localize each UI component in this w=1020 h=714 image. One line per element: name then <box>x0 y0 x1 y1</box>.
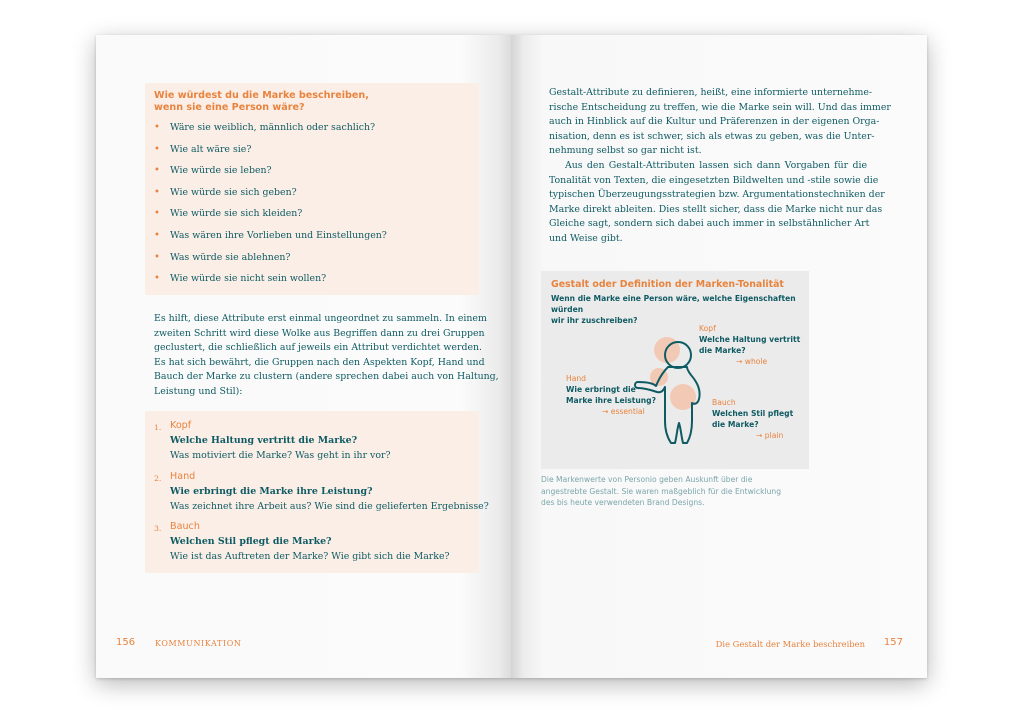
text-line: zweiten Schritt wird diese Wolke aus Begriffen dann zu drei Gruppen <box>154 327 485 339</box>
figure-subtitle-line: Wenn die Marke eine Person wäre, welche Eigenschaften würden <box>551 294 796 314</box>
text-line: typischen Überzeugungsstrategien bzw. Argumentationstechniken der <box>549 189 885 201</box>
caption-line: angestrebte Gestalt. Sie waren maßgeblich für die Entwicklung <box>541 486 782 496</box>
list-item: • Wie würde sie leben? <box>154 165 387 187</box>
clusters-box <box>145 411 489 573</box>
right-page <box>511 35 927 678</box>
bauch-question: Welchen Stil pflegt <box>712 409 794 418</box>
text-line: Leistung und Stil): <box>154 385 243 397</box>
text-line: Bauch der Marke zu clustern (andere sprechen dabei auch von Haltung, <box>154 371 499 383</box>
text-line: Tonalität von Texten, die eingesetzten Bildwelten und -stile sowie die <box>549 174 879 186</box>
text-line: nisation, denn es ist schwer, sich als etwas zu geben, was die Unter- <box>549 130 875 142</box>
kopf-label: Kopf <box>699 324 716 333</box>
body-paragraph <box>154 312 499 400</box>
text-line: nehmung selbst so gar nicht ist. <box>549 145 702 157</box>
text-line: Es hat sich bewährt, die Gruppen nach den Aspekten Kopf, Hand und <box>154 356 485 368</box>
body-paragraph <box>549 86 891 247</box>
item-detail: Was motiviert die Marke? Was geht in ihr vor? <box>170 450 391 461</box>
caption-line: des bis heute verwendeten Brand Designs. <box>541 498 705 508</box>
text-line: rische Entscheidung zu treffen, wie die Marke sein will. Und das immer <box>549 101 891 113</box>
item-question: Welche Haltung vertritt die Marke? <box>170 435 358 446</box>
page-number: 156 <box>116 637 136 648</box>
kopf-question: die Marke? <box>699 346 746 355</box>
caption-line: Die Markenwerte von Personio geben Auskunft über die <box>541 475 753 484</box>
item-heading: Bauch <box>170 521 200 532</box>
book-spread <box>96 35 927 678</box>
figure-subtitle-line: wir ihr zuschreiben? <box>551 316 638 325</box>
kopf-question: Welche Haltung vertritt <box>699 335 801 344</box>
question-box-title-line: Wie würdest du die Marke beschreiben, <box>154 90 369 101</box>
text-line: auch in Hinblick auf die Kultur und Präferenzen in der eigenen Orga- <box>549 116 880 128</box>
kopf-label-group <box>699 323 800 367</box>
figure-caption <box>541 474 791 509</box>
list-item: • Wie alt wäre sie? <box>154 144 387 166</box>
item-question: Wie erbringt die Marke ihre Leistung? <box>170 486 373 497</box>
text-line: geclustert, die schließlich auf jeweils ein Attribut verdichtet werden. <box>154 342 483 354</box>
text-line: und Weise gibt. <box>549 232 623 244</box>
item-detail: Was zeichnet ihre Arbeit aus? Wie sind die gelieferten Ergebnisse? <box>170 501 489 512</box>
list-item: • Wie würde sie sich kleiden? <box>154 208 387 230</box>
question-list <box>154 122 387 295</box>
kopf-answer: → whole <box>736 357 768 366</box>
item-detail: Wie ist das Auftreten der Marke? Wie gibt sich die Marke? <box>170 551 450 562</box>
question-box <box>145 83 479 295</box>
text-line: Gleiche sagt, sondern sich dabei auch immer in selbstähnlicher Art <box>549 218 870 230</box>
bauch-answer: → plain <box>756 431 784 440</box>
running-footer: KOMMUNIKATION <box>155 639 242 648</box>
bauch-label-group <box>712 397 793 441</box>
item-number: 2. <box>154 474 162 483</box>
item-question: Welchen Stil pflegt die Marke? <box>170 536 332 547</box>
list-item: • Wie würde sie sich geben? <box>154 187 387 209</box>
item-heading: Kopf <box>170 420 192 431</box>
running-footer: Die Gestalt der Marke beschreiben <box>715 639 865 649</box>
page-number: 157 <box>883 637 903 648</box>
bauch-label: Bauch <box>712 398 736 407</box>
list-item: • Was würde sie ablehnen? <box>154 252 387 274</box>
figure-title: Gestalt oder Definition der Marken-Tonalität <box>551 279 784 290</box>
hand-answer: → essential <box>602 407 645 416</box>
text-line: Aus den Gestalt-Attributen lassen sich dann Vorgaben für die <box>565 159 867 171</box>
tonality-figure <box>541 271 809 469</box>
hand-label: Hand <box>566 374 586 383</box>
hand-label-group <box>566 373 656 417</box>
text-line: Gestalt-Attribute zu definieren, heißt, eine informierte unternehme- <box>549 87 873 98</box>
hand-question: Marke ihre Leistung? <box>566 396 657 405</box>
list-item: • Wie würde sie nicht sein wollen? <box>154 273 387 295</box>
text-line: Marke direkt ableiten. Dies stellt sicher, dass die Marke nicht nur das <box>549 203 883 215</box>
text-line: Es hilft, diese Attribute erst einmal ungeordnet zu sammeln. In einem <box>154 313 487 324</box>
item-number: 1. <box>154 423 162 432</box>
bauch-question: die Marke? <box>712 420 759 429</box>
list-item: • Wäre sie weiblich, männlich oder sachlich? <box>154 122 387 144</box>
question-box-title-line: wenn sie eine Person wäre? <box>154 101 305 113</box>
list-item: • Was wären ihre Vorlieben und Einstellungen? <box>154 230 387 252</box>
item-heading: Hand <box>170 471 196 482</box>
item-number: 3. <box>154 524 162 533</box>
left-page <box>96 35 511 678</box>
question-box-title <box>154 90 454 113</box>
hand-question: Wie erbringt die <box>566 385 636 394</box>
